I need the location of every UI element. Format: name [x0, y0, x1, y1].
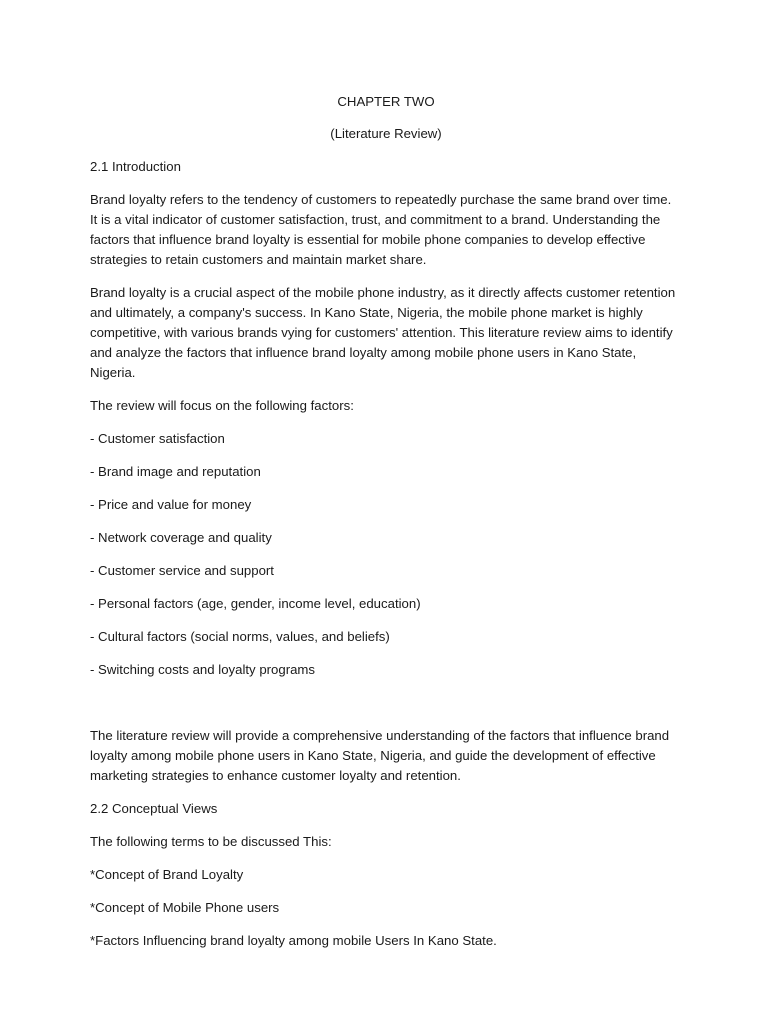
list-item: - Customer service and support [90, 563, 274, 578]
chapter-subtitle: (Literature Review) [330, 126, 442, 141]
list-item: - Brand image and reputation [90, 464, 261, 479]
list-item: *Factors Influencing brand loyalty among mobile Users In Kano State. [90, 933, 497, 948]
paragraph-brand-loyalty-definition: Brand loyalty refers to the tendency of customers to repeatedly purchase the same brand over time. It is a vital indicator of customer satisfaction, trust, and commitment to a brand. Understanding the factors that influence brand loyalty is essential for mobile phone companies to develop effective strategies to retain customers and maintain market share. [90, 192, 672, 267]
list-item: - Cultural factors (social norms, values, and beliefs) [90, 629, 390, 644]
list-item: - Price and value for money [90, 497, 252, 512]
blank-line [90, 693, 682, 726]
term-list [90, 865, 682, 951]
list-item: - Network coverage and quality [90, 530, 272, 545]
list-item: *Concept of Mobile Phone users [90, 900, 280, 915]
list-item: *Concept of Brand Loyalty [90, 867, 244, 882]
paragraph-review-focus: The review will focus on the following factors: [90, 398, 354, 413]
list-item: - Customer satisfaction [90, 431, 225, 446]
paragraph-terms-intro: The following terms to be discussed This: [90, 834, 332, 849]
document-body [90, 92, 682, 964]
chapter-title: CHAPTER TWO [337, 94, 435, 109]
factor-list [90, 429, 682, 680]
list-item: - Personal factors (age, gender, income level, education) [90, 596, 421, 611]
section-heading-introduction: 2.1 Introduction [90, 159, 181, 174]
list-item: - Switching costs and loyalty programs [90, 662, 316, 677]
paragraph-review-closing: The literature review will provide a comprehensive understanding of the factors that influence brand loyalty among mobile phone users in Kano State, Nigeria, and guide the development of effective marketing strategies to enhance customer loyalty and retention. [90, 728, 670, 783]
paragraph-brand-loyalty-industry: Brand loyalty is a crucial aspect of the mobile phone industry, as it directly affects customer retention and ultimately, a company's success. In Kano State, Nigeria, the mobile phone market is highly competitive, with various brands vying for customers' attention. This literature review aims to identify and analyze the factors that influence brand loyalty among mobile phone users in Kano State, Nigeria. [90, 285, 676, 380]
section-heading-conceptual-views: 2.2 Conceptual Views [90, 801, 218, 816]
